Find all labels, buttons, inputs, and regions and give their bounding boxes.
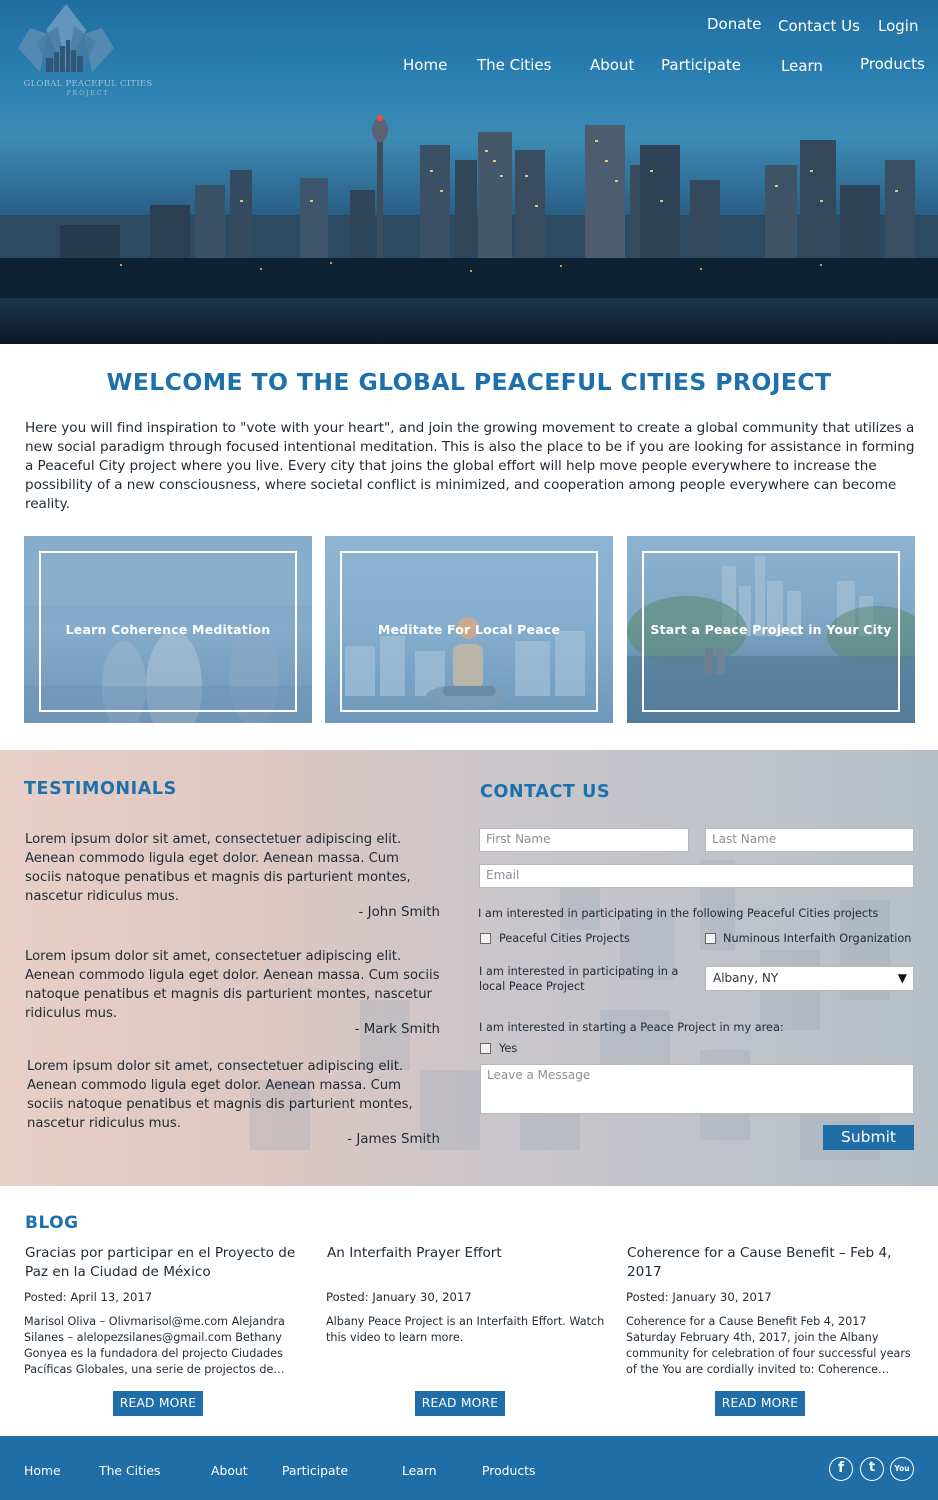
yes-checkbox[interactable] bbox=[480, 1043, 491, 1054]
logo-text bbox=[22, 80, 154, 98]
local-project-prompt: I am interested in participating in a local Peace Project bbox=[479, 965, 679, 993]
testimonial-author: - James Smith bbox=[347, 1132, 440, 1147]
brand-sub: PROJECT bbox=[66, 90, 110, 97]
city-select-value: Albany, NY bbox=[713, 971, 779, 985]
footer-nav-about[interactable]: About bbox=[211, 1463, 248, 1478]
card-label: Learn Coherence Meditation bbox=[65, 622, 271, 637]
testimonial-text: Lorem ipsum dolor sit amet, consectetuer adipiscing elit. Aenean commodo ligula eget dolor. Aenean massa. Cum sociis natoque penatibus et magnis dis parturient montes, nascetur ridiculus mus. bbox=[27, 1059, 413, 1131]
nav-learn[interactable]: Learn bbox=[781, 57, 823, 75]
nav-products[interactable]: Products bbox=[860, 55, 925, 73]
contact-title: CONTACT US bbox=[480, 782, 611, 802]
blog-post-excerpt: Albany Peace Project is an Interfaith Effort. Watch this video to learn more. bbox=[326, 1315, 605, 1344]
blog-post-title[interactable]: Coherence for a Cause Benefit – Feb 4, 2017 bbox=[627, 1245, 892, 1280]
projects-prompt: I am interested in participating in the following Peaceful Cities projects bbox=[478, 907, 879, 920]
page-title: WELCOME TO THE GLOBAL PEACEFUL CITIES PROJECT bbox=[106, 368, 832, 396]
dropdown-arrow-icon: ▼ bbox=[897, 971, 907, 985]
intro-paragraph: Here you will find inspiration to "vote with your heart", and join the growing movement to create a global community that utilizes a new social paradigm through focused intentional meditation. This is also the place to be if you are looking for assistance in forming a Peaceful City project where you live. Every city that joins the global effort will help move people everywhere to increase the possibility of a new consciousness, where societal conflict is minimized, and cooperation among people everywhere can become reality. bbox=[25, 420, 915, 512]
card-label: Meditate For Local Peace bbox=[377, 622, 561, 637]
twitter-icon[interactable]: t bbox=[860, 1457, 884, 1481]
numinous-checkbox[interactable] bbox=[705, 933, 716, 944]
blog-post-date: Posted: January 30, 2017 bbox=[626, 1290, 772, 1304]
peaceful-cities-checkbox[interactable] bbox=[480, 933, 491, 944]
peaceful-cities-label: Peaceful Cities Projects bbox=[499, 932, 630, 945]
testimonial-author: - John Smith bbox=[358, 905, 440, 920]
footer-nav-home[interactable]: Home bbox=[24, 1463, 61, 1478]
card-meditate-local-peace[interactable] bbox=[325, 536, 613, 723]
nav-home[interactable]: Home bbox=[403, 56, 448, 74]
nav-the-cities[interactable]: The Cities bbox=[477, 56, 552, 74]
blog-post-title[interactable]: An Interfaith Prayer Effort bbox=[327, 1245, 502, 1261]
nav-login[interactable]: Login bbox=[878, 17, 919, 35]
youtube-icon[interactable]: You bbox=[890, 1457, 914, 1481]
first-name-field[interactable]: First Name bbox=[479, 828, 689, 852]
card-learn-coherence[interactable] bbox=[24, 536, 312, 723]
card-label: Start a Peace Project in Your City bbox=[650, 622, 892, 637]
footer-nav-the-cities[interactable]: The Cities bbox=[99, 1463, 161, 1478]
email-field[interactable]: Email bbox=[479, 864, 914, 888]
read-more-button[interactable]: READ MORE bbox=[113, 1391, 203, 1416]
nav-participate[interactable]: Participate bbox=[661, 56, 742, 74]
blog-post-excerpt: Marisol Oliva – Olivmarisol@me.com Alejandra Silanes – alelopezsilanes@gmail.com Bethany Gonyea es la fundadora del projecto Ciudades Pacíficas Globales, una serie de projectos de… bbox=[24, 1315, 285, 1376]
nav-about[interactable]: About bbox=[590, 56, 635, 74]
message-textarea[interactable]: Leave a Message bbox=[480, 1064, 914, 1114]
card-start-peace-project[interactable] bbox=[627, 536, 915, 723]
hero-banner bbox=[0, 0, 938, 344]
footer-nav-participate[interactable]: Participate bbox=[282, 1463, 349, 1478]
facebook-icon[interactable]: f bbox=[829, 1457, 853, 1481]
start-project-prompt: I am interested in starting a Peace Project in my area: bbox=[479, 1021, 784, 1034]
testimonial-text: Lorem ipsum dolor sit amet, consectetuer adipiscing elit. Aenean commodo ligula eget dolor. Aenean massa. Cum sociis natoque penatibus et magnis dis parturient montes, nascetur ridiculus mus. bbox=[25, 832, 411, 904]
footer-nav-learn[interactable]: Learn bbox=[402, 1463, 437, 1478]
yes-label: Yes bbox=[499, 1042, 518, 1055]
read-more-button[interactable]: READ MORE bbox=[415, 1391, 505, 1416]
nav-donate[interactable]: Donate bbox=[707, 15, 762, 33]
city-skyline-image bbox=[0, 0, 938, 344]
submit-button[interactable]: Submit bbox=[823, 1125, 914, 1150]
footer-nav-products[interactable]: Products bbox=[482, 1463, 536, 1478]
testimonial-text: Lorem ipsum dolor sit amet, consectetuer adipiscing elit. Aenean commodo ligula eget dolor. Aenean massa. Cum sociis natoque penatibus et magnis dis parturient montes, nascetur ridiculus mus. bbox=[25, 949, 440, 1021]
numinous-label: Numinous Interfaith Organization bbox=[723, 932, 912, 945]
testimonials-title: TESTIMONIALS bbox=[24, 779, 177, 799]
blog-post-date: Posted: January 30, 2017 bbox=[326, 1290, 472, 1304]
city-select[interactable] bbox=[705, 966, 914, 991]
blog-post-title[interactable]: Gracias por participar en el Proyecto de Paz en la Ciudad de México bbox=[25, 1245, 296, 1280]
testimonial-author: - Mark Smith bbox=[354, 1022, 440, 1037]
brand-name: GLOBAL PEACEFUL CITIES bbox=[23, 79, 153, 89]
blog-post-date: Posted: April 13, 2017 bbox=[24, 1290, 153, 1304]
blog-post-excerpt: Coherence for a Cause Benefit Feb 4, 2017 Saturday February 4th, 2017, join the Albany community for celebration of four successful years of the You are cordially invited to: Coherence… bbox=[626, 1315, 911, 1376]
blog-title: BLOG bbox=[25, 1213, 79, 1233]
read-more-button[interactable]: READ MORE bbox=[715, 1391, 805, 1416]
nav-contact-us[interactable]: Contact Us bbox=[778, 17, 860, 35]
last-name-field[interactable]: Last Name bbox=[705, 828, 914, 852]
